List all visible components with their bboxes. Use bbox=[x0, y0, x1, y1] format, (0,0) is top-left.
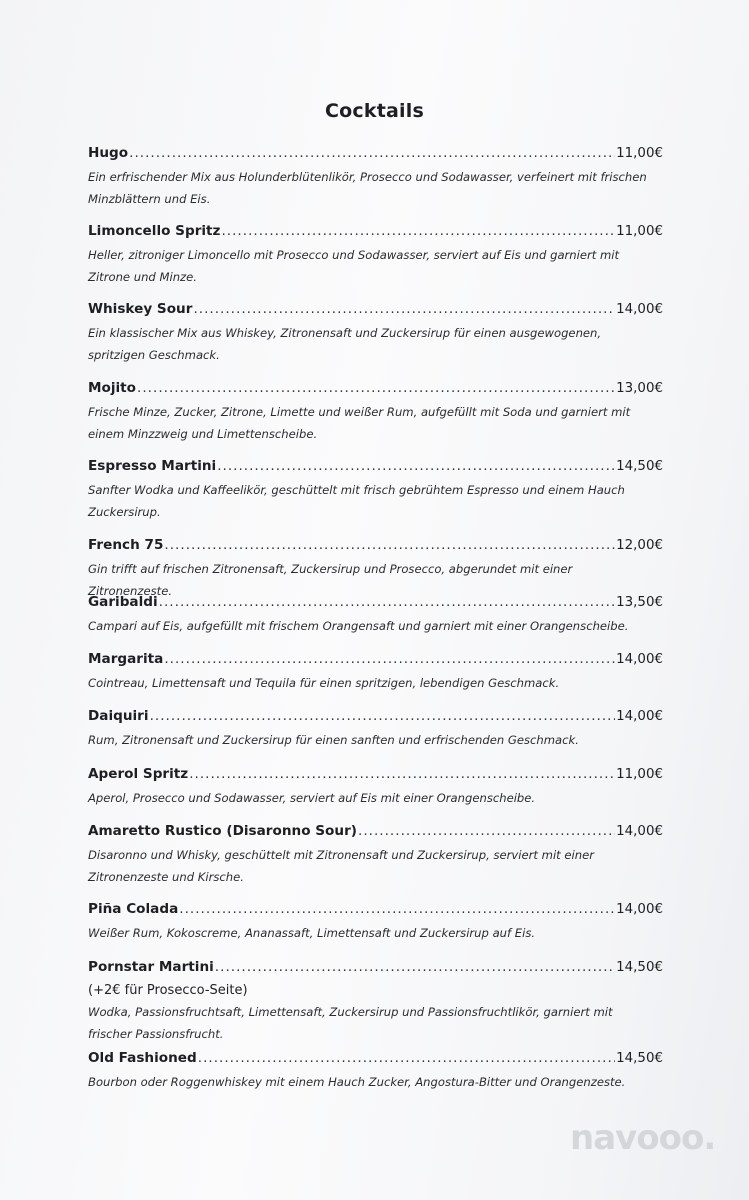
leader-dots bbox=[137, 379, 615, 397]
leader-dots bbox=[198, 1049, 615, 1067]
item-price: 13,00€ bbox=[616, 381, 663, 396]
item-price: 14,50€ bbox=[616, 459, 663, 474]
item-name: Espresso Martini bbox=[88, 458, 217, 474]
item-price: 14,00€ bbox=[616, 824, 663, 839]
menu-item bbox=[88, 457, 663, 523]
item-description: Ein erfrischender Mix aus Holunderblütenlikör, Prosecco und Sodawasser, verfeinert mit frischen Minzblättern und Eis. bbox=[88, 170, 647, 206]
leader-dots bbox=[150, 707, 616, 725]
leader-dots bbox=[159, 593, 615, 611]
item-name: Pornstar Martini bbox=[88, 959, 214, 975]
item-description: Gin trifft auf frischen Zitronensaft, Zuckersirup und Prosecco, abgerundet mit einer Zitronenzeste. bbox=[88, 562, 573, 598]
menu-item bbox=[88, 593, 663, 637]
item-price: 14,50€ bbox=[616, 1051, 663, 1066]
leader-dots bbox=[217, 457, 615, 475]
item-name: French 75 bbox=[88, 537, 164, 553]
item-name: Amaretto Rustico (Disaronno Sour) bbox=[88, 823, 357, 839]
item-price: 13,50€ bbox=[616, 595, 663, 610]
menu-item bbox=[88, 144, 663, 210]
item-price: 14,00€ bbox=[616, 902, 663, 917]
menu-item bbox=[88, 707, 663, 751]
item-description: Heller, zitroniger Limoncello mit Prosecco und Sodawasser, serviert auf Eis und garniert mit Zitrone und Minze. bbox=[88, 248, 620, 284]
item-description: Sanfter Wodka und Kaffeelikör, geschüttelt mit frisch gebrühtem Espresso und einem Hauch Zuckersirup. bbox=[88, 483, 625, 519]
item-name: Whiskey Sour bbox=[88, 301, 193, 317]
leader-dots bbox=[164, 536, 615, 554]
item-description: Campari auf Eis, aufgefüllt mit frischem Orangensaft und garniert mit einer Orangenscheibe. bbox=[88, 619, 629, 633]
menu-item bbox=[88, 650, 663, 694]
leader-dots bbox=[358, 822, 615, 840]
item-price: 12,00€ bbox=[616, 538, 663, 553]
item-description: Frische Minze, Zucker, Zitrone, Limette und weißer Rum, aufgefüllt mit Soda und garniert mit einem Minzzweig und Limettenscheibe. bbox=[88, 405, 631, 441]
menu-item bbox=[88, 900, 663, 944]
item-description: Wodka, Passionsfruchtsaft, Limettensaft, Zuckersirup und Passionsfruchtlikör, garniert mit frischer Passionsfrucht. bbox=[88, 1005, 613, 1041]
item-description: Weißer Rum, Kokoscreme, Ananassaft, Limettensaft und Zuckersirup auf Eis. bbox=[88, 926, 536, 940]
item-description: Bourbon oder Roggenwhiskey mit einem Hauch Zucker, Angostura-Bitter und Orangenzeste. bbox=[88, 1075, 626, 1089]
item-price: 11,00€ bbox=[616, 146, 663, 161]
item-name: Margarita bbox=[88, 651, 164, 667]
leader-dots bbox=[193, 300, 615, 318]
item-description: Disaronno und Whisky, geschüttelt mit Zitronensaft und Zuckersirup, serviert mit einer Zitronenzeste und Kirsche. bbox=[88, 848, 594, 884]
item-name: Aperol Spritz bbox=[88, 766, 189, 782]
leader-dots bbox=[215, 958, 615, 976]
leader-dots bbox=[164, 650, 615, 668]
item-price: 14,50€ bbox=[616, 960, 663, 975]
leader-dots bbox=[179, 900, 615, 918]
item-name: Old Fashioned bbox=[88, 1050, 197, 1066]
item-description: Cointreau, Limettensaft und Tequila für einen spritzigen, lebendigen Geschmack. bbox=[88, 676, 560, 690]
item-name: Limoncello Spritz bbox=[88, 223, 221, 239]
item-name: Mojito bbox=[88, 380, 137, 396]
page-title: Cocktails bbox=[325, 100, 424, 122]
leader-dots bbox=[189, 765, 615, 783]
menu-item bbox=[88, 222, 663, 288]
menu-item bbox=[88, 822, 663, 888]
item-name: Daiquiri bbox=[88, 708, 149, 724]
item-name: Piña Colada bbox=[88, 901, 179, 917]
menu-item bbox=[88, 958, 663, 1045]
item-description: Ein klassischer Mix aus Whiskey, Zitronensaft und Zuckersirup für einen ausgewogenen, spritzigen Geschmack. bbox=[88, 326, 602, 362]
brand-logo: navooo. bbox=[570, 1118, 716, 1158]
item-description: Rum, Zitronensaft und Zuckersirup für einen sanften und erfrischenden Geschmack. bbox=[88, 733, 579, 747]
item-name: Garibaldi bbox=[88, 594, 158, 610]
item-price: 14,00€ bbox=[616, 652, 663, 667]
leader-dots bbox=[221, 222, 615, 240]
item-note: (+2€ für Prosecco-Seite) bbox=[88, 983, 248, 998]
item-price: 11,00€ bbox=[616, 767, 663, 782]
menu-item bbox=[88, 300, 663, 366]
item-price: 11,00€ bbox=[616, 224, 663, 239]
item-price: 14,00€ bbox=[616, 302, 663, 317]
item-name: Hugo bbox=[88, 145, 129, 161]
menu-item bbox=[88, 1049, 663, 1093]
menu-item bbox=[88, 379, 663, 445]
item-price: 14,00€ bbox=[616, 709, 663, 724]
menu-item bbox=[88, 765, 663, 809]
leader-dots bbox=[129, 144, 615, 162]
item-description: Aperol, Prosecco und Sodawasser, serviert auf Eis mit einer Orangenscheibe. bbox=[88, 791, 536, 805]
